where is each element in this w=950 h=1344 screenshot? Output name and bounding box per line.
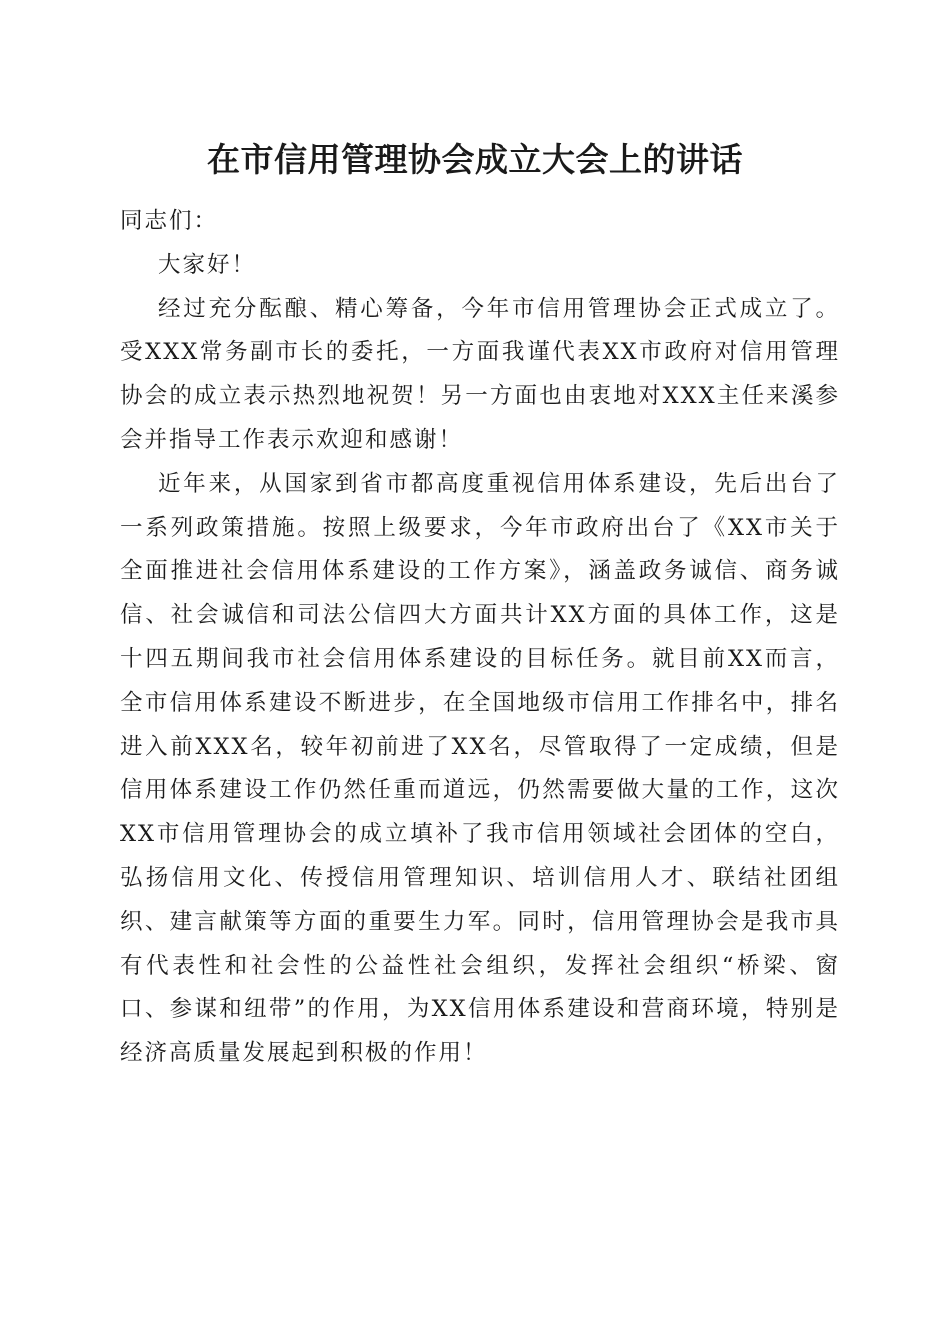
paragraph-background: 近年来，从国家到省市都高度重视信用体系建设，先后出台了一系列政策措施。按照上级要求，今年市政府出台了《XX市关于全面推进社会信用体系建设的工作方案》，涵盖政务诚信、商务诚信、社会诚信和司法公信四大方面共计XX方面的具体工作，这是十四五期间我市社会信用体系建设的目标任务。就目前XX而言，全市信用体系建设不断进步，在全国地级市信用工作排名中，排名进入前XXX名，较年初前进了XX名，尽管取得了一定成绩，但是信用体系建设工作仍然任重而道远，仍然需要做大量的工作，这次XX市信用管理协会的成立填补了我市信用领域社会团体的空白，弘扬信用文化、传授信用管理知识、培训信用人才、联结社团组织、建言献策等方面的重要生力军。同时，信用管理协会是我市具有代表性和社会性的公益性社会组织，发挥社会组织“桥梁、窗口、参谋和纽带”的作用，为XX信用体系建设和营商环境，特别是经济高质量发展起到积极的作用！ [120,470,840,1067]
paragraph-opening: 经过充分酝酿、精心筹备，今年市信用管理协会正式成立了。受XXX常务副市长的委托，一方面我谨代表XX市政府对信用管理协会的成立表示热烈地祝贺！另一方面也由衷地对XXX主任来溪参会并指导工作表示欢迎和感谢！ [120,295,840,453]
document-title: 在市信用管理协会成立大会上的讲话 [207,140,743,179]
paragraph-greeting: 大家好！ [158,251,257,278]
salutation: 同志们： [120,208,219,234]
document-body [120,200,840,1076]
